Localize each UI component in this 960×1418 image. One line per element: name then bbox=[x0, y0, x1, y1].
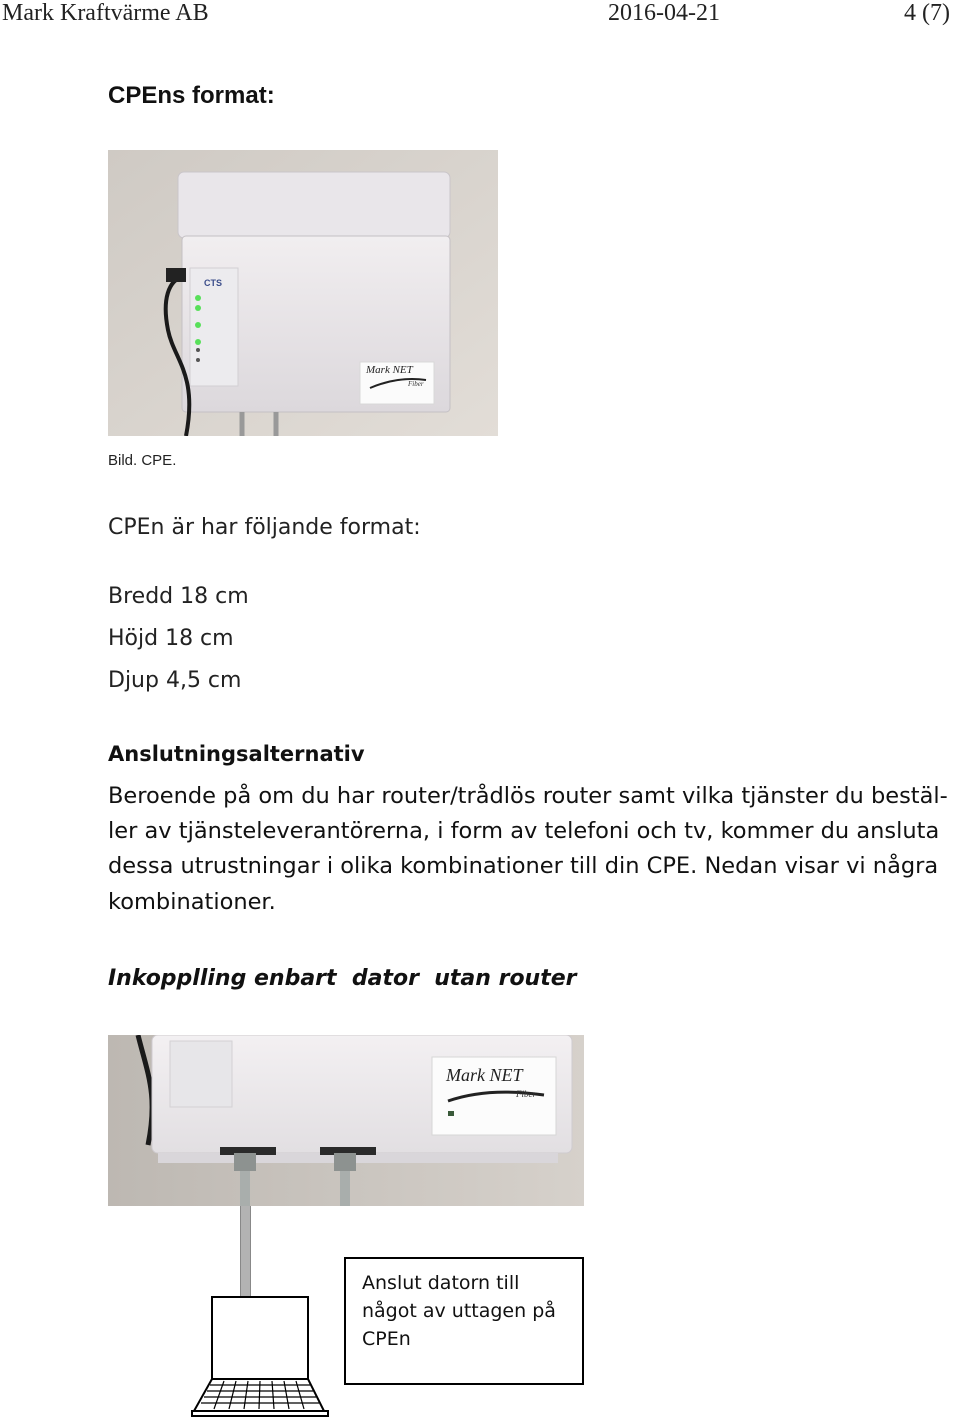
alternatives-heading: Anslutningsalternativ bbox=[108, 742, 365, 766]
callout-line-1: Anslut datorn till bbox=[362, 1272, 520, 1294]
marknet-sticker-brand-2: Mark NET bbox=[446, 1065, 523, 1085]
alternatives-line-3: dessa utrustningar i olika kombinationer till din CPE. Nedan visar vi några bbox=[108, 853, 939, 879]
alternatives-line-1: Beroende på om du har router/trådlös router samt vilka tjänster du bestäl- bbox=[108, 783, 948, 809]
cpe-ports-photo bbox=[108, 1035, 584, 1206]
cpe-photo-drawing bbox=[108, 150, 498, 436]
callout-line-3: CPEn bbox=[362, 1328, 411, 1350]
format-width: Bredd 18 cm bbox=[108, 584, 249, 609]
alternatives-line-4: kombinationer. bbox=[108, 889, 276, 915]
format-depth: Djup 4,5 cm bbox=[108, 668, 242, 693]
header-company: Mark Kraftvärme AB bbox=[2, 0, 209, 26]
header-page: 4 (7) bbox=[904, 0, 950, 26]
cpe-ports-drawing bbox=[108, 1035, 584, 1206]
connection-subheading: Inkopplling enbart dator utan router bbox=[108, 966, 577, 991]
marknet-sticker-sub: Fiber bbox=[408, 380, 424, 388]
section-title: CPEns format: bbox=[108, 82, 275, 109]
marknet-sticker-sub-2: Fiber bbox=[516, 1089, 536, 1099]
laptop-icon bbox=[190, 1293, 330, 1418]
network-cable bbox=[240, 1206, 251, 1300]
photo-caption: Bild. CPE. bbox=[108, 452, 177, 469]
header-date: 2016-04-21 bbox=[608, 0, 720, 26]
callout-line-2: något av uttagen på bbox=[362, 1300, 556, 1322]
marknet-sticker-brand: Mark NET bbox=[366, 364, 413, 376]
cts-label: CTS bbox=[204, 278, 222, 288]
alternatives-line-2: ler av tjänsteleverantörerna, i form av telefoni och tv, kommer du ansluta bbox=[108, 818, 940, 844]
callout-box bbox=[344, 1257, 584, 1385]
format-height: Höjd 18 cm bbox=[108, 626, 234, 651]
format-intro: CPEn är har följande format: bbox=[108, 515, 421, 540]
cpe-photo bbox=[108, 150, 498, 436]
